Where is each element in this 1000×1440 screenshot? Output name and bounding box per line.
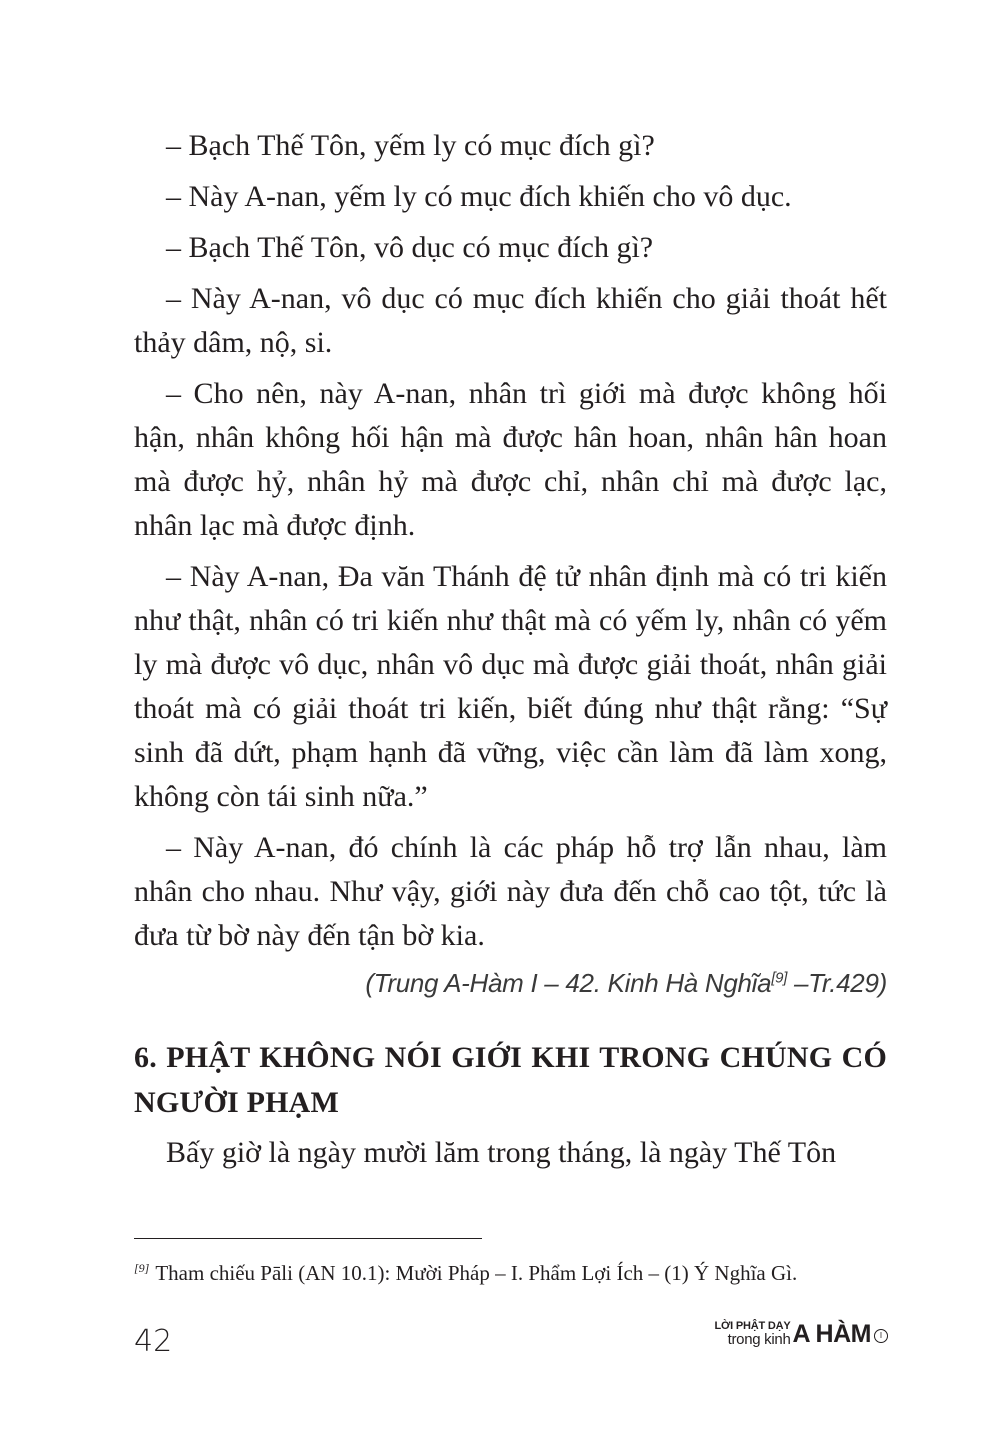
paragraph: – Này A-nan, Đa văn Thánh đệ tử nhân định mà có tri kiến như thật, nhân có tri kiến như thật mà có yếm ly, nhân có yếm ly mà được vô dục, nhân vô dục mà được giải thoát, nhân giải thoát mà có giải thoát tri kiến, biết đúng như thật rằng: “Sự sinh đã dứt, phạm hạnh đã vững, việc cần làm đã làm xong, không còn tái sinh nữa.” xyxy=(134,560,887,813)
logo-main-title: A HÀM xyxy=(792,1320,871,1348)
source-citation xyxy=(134,965,887,1001)
citation-text: (Trung A-Hàm I – 42. Kinh Hà Nghĩa xyxy=(365,968,772,998)
book-title-logo xyxy=(714,1320,888,1347)
paragraph: – Bạch Thế Tôn, yếm ly có mục đích gì? xyxy=(166,129,655,162)
main-text xyxy=(134,124,887,1182)
paragraph: – Cho nên, này A-nan, nhân trì giới mà được không hối hận, nhân không hối hận mà được hân hoan, nhân hân hoan mà được hỷ, nhân hỷ mà được chỉ, nhân chỉ mà được lạc, nhân lạc mà được định. xyxy=(134,377,887,542)
footnote-text: Tham chiếu Pāli (AN 10.1): Mười Pháp – I. Phẩm Lợi Ích – (1) Ý Nghĩa Gì. xyxy=(155,1261,798,1285)
section-heading: 6. PHẬT KHÔNG NÓI GIỚI KHI TRONG CHÚNG CÓ NGƯỜI PHẠM xyxy=(134,1041,887,1119)
logo-line-2: trong kinh xyxy=(727,1331,791,1348)
paragraph: Bấy giờ là ngày mười lăm trong tháng, là ngày Thế Tôn xyxy=(166,1136,837,1169)
footnote-marker: [9] xyxy=(134,1261,150,1275)
logo-subtitle xyxy=(714,1320,790,1347)
paragraph: – Này A-nan, đó chính là các pháp hỗ trợ lẫn nhau, làm nhân cho nhau. Như vậy, giới này đưa đến chỗ cao tột, tức là đưa từ bờ này đến tận bờ kia. xyxy=(134,831,887,952)
logo-line-1: LỜI PHẬT DẠY xyxy=(714,1320,791,1332)
paragraph: – Này A-nan, yếm ly có mục đích khiến cho vô dục. xyxy=(166,180,792,213)
footnote-reference[interactable]: [9] xyxy=(771,969,788,987)
volume-badge: I xyxy=(874,1329,888,1343)
paragraph: – Này A-nan, vô dục có mục đích khiến cho giải thoát hết thảy dâm, nộ, si. xyxy=(134,282,887,359)
citation-page: –Tr.429) xyxy=(787,968,887,998)
paragraph: – Bạch Thế Tôn, vô dục có mục đích gì? xyxy=(166,231,654,264)
footnote-divider xyxy=(134,1238,482,1239)
page-number: 42 xyxy=(134,1324,173,1359)
footnote xyxy=(134,1258,894,1288)
